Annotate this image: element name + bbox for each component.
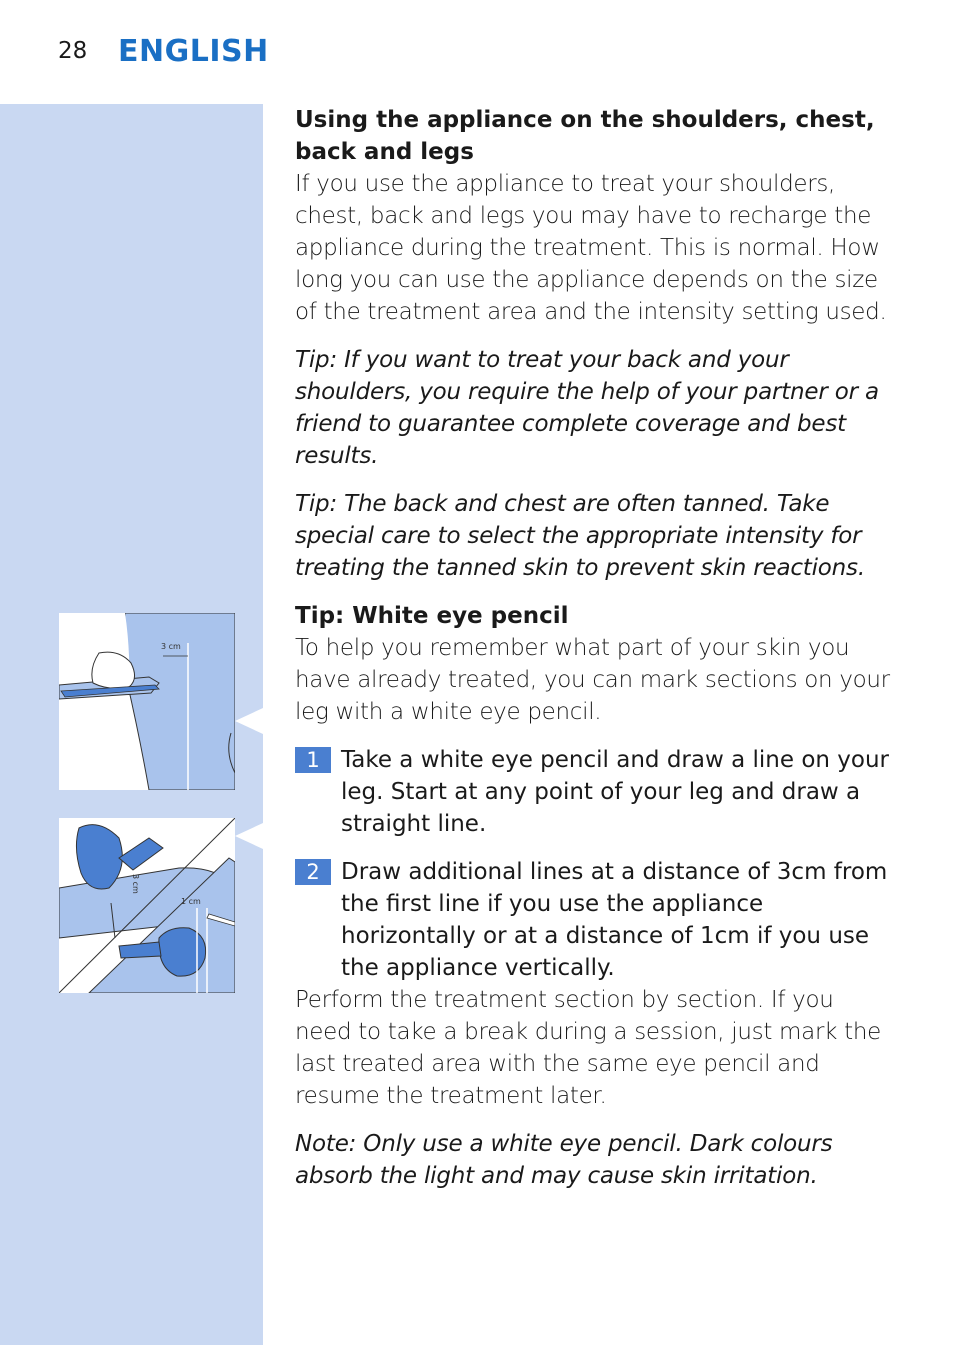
fig2-distance-label-horizontal: 3 cm <box>131 874 140 894</box>
step-text: Draw additional lines at a distance of 3cm from the first line if you use the appliance horizontally or at a distance of 1cm if you use the appliance vertically. <box>341 859 888 981</box>
fig1-distance-label: 3 cm <box>161 642 181 651</box>
step-number-badge: 2 <box>295 859 331 885</box>
page-number: 28 <box>58 38 88 64</box>
figure1-pointer <box>235 708 263 734</box>
tip-partner: Tip: If you want to treat your back and your shoulders, you require the help of your partner or a friend to guarantee complete coverage and best results. <box>295 347 879 469</box>
section-heading-shoulders: Using the appliance on the shoulders, chest, back and legs <box>295 107 875 165</box>
language-title: ENGLISH <box>118 34 269 69</box>
step-number-badge: 1 <box>295 747 331 773</box>
main-content <box>295 104 895 1192</box>
section-heading-eye-pencil: Tip: White eye pencil <box>295 603 569 629</box>
step-text: Take a white eye pencil and draw a line on your leg. Start at any point of your leg and draw a straight line. <box>341 747 890 837</box>
figure-pencil-marking <box>59 613 235 790</box>
pencil-marking-illustration <box>59 613 235 790</box>
tip-tanned-skin: Tip: The back and chest are often tanned. Take special care to select the appropriate intensity for treating the tanned skin to prevent skin reactions. <box>295 491 865 581</box>
paragraph-shoulders: If you use the appliance to treat your shoulders, chest, back and legs you may have to recharge the appliance during the treatment. This is normal. How long you can use the appliance depends on the size of the treatment area and the intensity setting used. <box>295 171 887 325</box>
figure-appliance-use <box>59 818 235 993</box>
figure2-pointer <box>235 823 263 849</box>
step-2 <box>295 856 895 984</box>
paragraph-perform: Perform the treatment section by section. If you need to take a break during a session, just mark the last treated area with the same eye pencil and resume the treatment later. <box>295 987 881 1109</box>
paragraph-eye-pencil: To help you remember what part of your skin you have already treated, you can mark sections on your leg with a white eye pencil. <box>295 635 890 725</box>
step-1 <box>295 744 895 840</box>
fig2-distance-label-vertical: 1 cm <box>181 897 201 906</box>
note-white-pencil: Note: Only use a white eye pencil. Dark colours absorb the light and may cause skin irritation. <box>295 1131 833 1189</box>
appliance-use-illustration <box>59 818 235 993</box>
